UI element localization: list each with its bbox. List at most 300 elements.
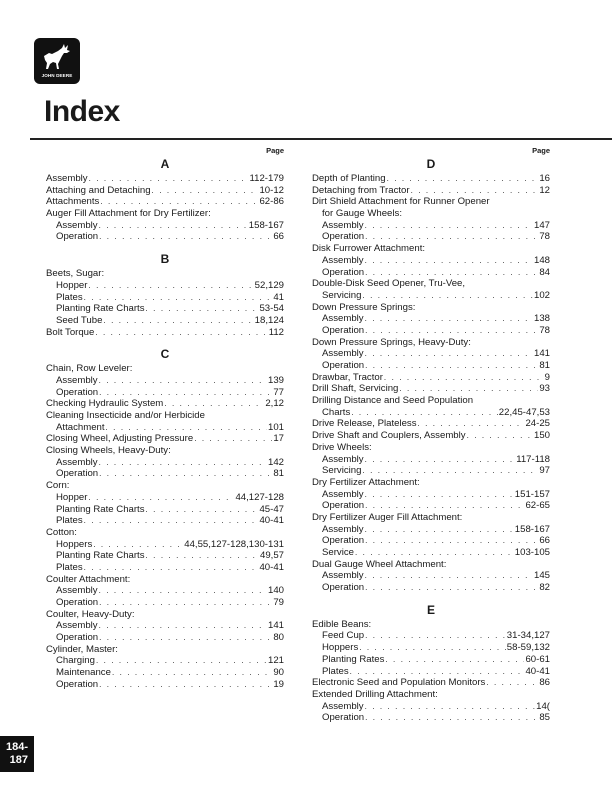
dot-leader [486, 677, 538, 689]
entry-page-number: 58-59,132 [506, 642, 550, 654]
index-entry [46, 327, 284, 339]
dot-leader [164, 398, 264, 410]
entry-page-number: 121 [267, 655, 284, 667]
entry-title: Beets, Sugar: [46, 268, 105, 280]
deer-icon [40, 42, 74, 72]
dot-leader [387, 173, 539, 185]
entry-title: Attaching and Detaching [46, 184, 151, 196]
index-entry [46, 410, 284, 422]
dot-leader [362, 290, 533, 302]
entry-title: Planting Rate Charts [56, 303, 145, 315]
entry-page-number: 86 [539, 677, 550, 689]
entry-page-number: 40-41 [525, 665, 550, 677]
dot-leader [418, 418, 525, 430]
entry-title: Operation [322, 582, 365, 594]
entry-page-number: 2,12 [265, 398, 284, 410]
title-rule [30, 138, 612, 140]
index-entry [312, 559, 550, 571]
dot-leader [89, 173, 249, 185]
entry-title: Operation [56, 632, 99, 644]
index-entry [46, 574, 284, 586]
index-entry [46, 303, 284, 315]
index-entry [46, 562, 284, 574]
index-entry [312, 547, 550, 559]
index-entry [312, 512, 550, 524]
entry-page-number: 101 [267, 421, 284, 433]
dot-leader [365, 535, 538, 547]
index-entry [46, 515, 284, 527]
entry-title: Dirt Shield Attachment for Runner Opener [312, 196, 490, 208]
entry-title: Drill Shaft, Servicing [312, 383, 399, 395]
dot-leader [194, 433, 272, 445]
entry-page-number: 84 [539, 266, 550, 278]
logo-text: JOHN DEERE [41, 73, 73, 78]
entry-title: Edible Beans: [312, 618, 372, 630]
index-entry [312, 372, 550, 384]
index-entry [312, 619, 550, 631]
entry-page-number: 44,127-128 [235, 491, 284, 503]
index-entry [312, 570, 550, 582]
index-entry [46, 468, 284, 480]
index-entry [46, 398, 284, 410]
entry-title: Drive Wheels: [312, 441, 372, 453]
index-entry [312, 701, 550, 713]
dot-leader [93, 539, 183, 551]
entry-title: Extended Drilling Attachment: [312, 688, 438, 700]
entry-title: Drilling Distance and Seed Population [312, 395, 474, 407]
entry-page-number: 140 [267, 585, 284, 597]
dot-leader [362, 465, 538, 477]
entry-page-number: 22,45-47,53 [498, 406, 550, 418]
dot-leader [88, 492, 234, 504]
index-entry [46, 173, 284, 185]
index-entry [46, 655, 284, 667]
entry-title: Plates [56, 561, 83, 573]
entry-page-number: 45-47 [259, 503, 284, 515]
entry-title: Operation [56, 231, 99, 243]
index-entry [312, 677, 550, 689]
dot-leader [99, 632, 272, 644]
index-entry [46, 280, 284, 292]
dot-leader [365, 360, 538, 372]
entry-title: Operation [56, 678, 99, 690]
index-entry [46, 445, 284, 457]
dot-leader [467, 430, 533, 442]
entry-page-number: 97 [539, 465, 550, 477]
section-heading: B [160, 252, 170, 267]
dot-leader [146, 550, 259, 562]
entry-page-number: 150 [533, 430, 550, 442]
dot-leader [99, 387, 272, 399]
entry-page-number: 77 [273, 386, 284, 398]
entry-page-number: 10-12 [259, 184, 284, 196]
entry-title: Maintenance [56, 667, 111, 679]
entry-title: Feed Cup [322, 630, 365, 642]
index-entry [312, 325, 550, 337]
dot-leader [365, 267, 538, 279]
index-entry [46, 220, 284, 232]
index-entry [46, 550, 284, 562]
dot-leader [365, 570, 533, 582]
entry-title: Operation [322, 535, 365, 547]
entry-page-number: 103-105 [514, 547, 550, 558]
entry-page-number: 24-25 [525, 418, 550, 430]
entry-title: Operation [322, 712, 365, 724]
index-entry [46, 679, 284, 691]
index-entry [46, 315, 284, 327]
dot-leader [100, 196, 258, 208]
entry-title: Planting Rate Charts [56, 503, 145, 515]
index-entry [46, 620, 284, 632]
entry-title: Operation [56, 386, 99, 398]
index-entry [46, 667, 284, 679]
dot-leader [365, 231, 538, 243]
entry-title: Operation [56, 468, 99, 480]
entry-page-number: 82 [539, 582, 550, 594]
dot-leader [84, 292, 273, 304]
index-entry [312, 348, 550, 360]
entry-page-number: 17 [273, 433, 284, 445]
entry-title: Coulter Attachment: [46, 573, 131, 585]
entry-title: Disk Furrower Attachment: [312, 243, 426, 255]
dot-leader [146, 303, 259, 315]
entry-page-number: 117-118 [516, 453, 550, 465]
dot-leader [365, 313, 533, 325]
index-column-right [312, 146, 550, 724]
entry-page-number: 93 [539, 383, 550, 395]
entry-page-number: 79 [273, 597, 284, 608]
entry-title: Checking Hydraulic System [46, 398, 164, 410]
entry-title: Servicing [322, 465, 362, 477]
index-entry [312, 666, 550, 678]
dot-leader [99, 375, 267, 387]
index-entry [46, 185, 284, 197]
entry-title: Assembly [56, 585, 98, 597]
entry-title: Plates [56, 515, 83, 527]
entry-title: Servicing [322, 289, 362, 301]
dot-leader [152, 185, 259, 197]
page-range-start: 184- [5, 741, 28, 753]
entry-page-number: 102 [533, 289, 550, 301]
index-entry [312, 185, 550, 197]
dot-leader [365, 701, 536, 713]
dot-leader [365, 489, 514, 501]
entry-title: Operation [322, 500, 365, 512]
index-entry [46, 292, 284, 304]
dot-leader [96, 655, 267, 667]
entry-page-number: 44,55,127-128,130-131 [184, 538, 284, 550]
entry-page-number: 12 [539, 184, 550, 196]
entry-title: Hopper [56, 279, 88, 291]
entry-page-number: 139 [267, 374, 284, 386]
entry-title: Operation [322, 231, 365, 243]
entry-title: Assembly [322, 219, 364, 231]
dot-leader [365, 325, 538, 337]
dot-leader [99, 679, 272, 691]
entry-title: Hoppers [322, 642, 359, 654]
dot-leader [384, 372, 544, 384]
entry-page-number: 40-41 [259, 561, 284, 573]
entry-title: Closing Wheel, Adjusting Pressure [46, 433, 194, 445]
dot-leader [99, 468, 272, 480]
entry-page-number: 141 [533, 348, 550, 360]
index-entry [46, 422, 284, 434]
entry-title: Down Pressure Springs: [312, 301, 416, 313]
entry-page-number: 31-34,127 [506, 630, 550, 642]
dot-leader [365, 348, 533, 360]
index-entry [312, 630, 550, 642]
dot-leader [365, 220, 533, 232]
dot-leader [365, 582, 538, 594]
entry-title: Double-Disk Seed Opener, Tru-Vee, [312, 278, 466, 290]
index-entry [312, 313, 550, 325]
entry-title: Assembly [46, 173, 88, 184]
dot-leader [385, 654, 524, 666]
entry-title: Hoppers [56, 538, 93, 550]
section-heading: E [426, 602, 435, 617]
index-entry [312, 173, 550, 185]
entry-page-number: 53-54 [259, 303, 284, 315]
entry-page-number: 81 [539, 360, 550, 371]
entry-title: Closing Wheels, Heavy-Duty: [46, 445, 171, 457]
index-entry [46, 644, 284, 656]
entry-title: Cylinder, Master: [46, 643, 118, 655]
entry-page-number: 41 [273, 291, 284, 303]
entry-title: Operation [56, 597, 99, 608]
index-entry [46, 208, 284, 220]
index-entry [46, 480, 284, 492]
index-entry [46, 527, 284, 539]
index-entry [46, 433, 284, 445]
entry-page-number: 14( [536, 700, 550, 712]
entry-page-number: 62-65 [525, 500, 550, 512]
index-entry [46, 363, 284, 375]
page-title: Index [44, 95, 120, 128]
entry-title: for Gauge Wheels: [322, 208, 402, 220]
dot-leader [88, 280, 253, 292]
entry-page-number: 85 [539, 712, 550, 724]
entry-page-number: 78 [539, 231, 550, 243]
index-entry [46, 632, 284, 644]
index-entry [312, 500, 550, 512]
entry-title: Operation [322, 324, 365, 336]
entry-page-number: 49,57 [259, 550, 284, 562]
entry-title: Drive Release, Plateless [312, 418, 417, 430]
dot-leader [99, 220, 248, 232]
entry-title: Plates [56, 291, 83, 303]
entry-title: Assembly [322, 488, 364, 500]
entry-title: Corn: [46, 480, 70, 492]
entry-title: Charts [322, 406, 351, 418]
entry-title: Drawbar, Tractor [312, 371, 383, 383]
index-entry [312, 290, 550, 302]
entry-page-number: 62-86 [259, 196, 284, 208]
entry-page-number: 138 [533, 313, 550, 325]
dot-leader [359, 642, 506, 654]
index-entry [312, 255, 550, 267]
index-entry [312, 208, 550, 220]
entry-title: Service [322, 547, 354, 558]
index-entry [312, 418, 550, 430]
entry-page-number: 78 [539, 324, 550, 336]
index-entry [46, 196, 284, 208]
index-entry [312, 642, 550, 654]
entry-page-number: 19 [273, 678, 284, 690]
index-entry [312, 654, 550, 666]
index-entry [312, 582, 550, 594]
page-column-header: Page [532, 146, 550, 155]
entry-page-number: 66 [539, 535, 550, 547]
index-entry [312, 395, 550, 407]
index-entry [312, 220, 550, 232]
index-entry [46, 539, 284, 551]
index-entry [312, 267, 550, 279]
dot-leader [99, 597, 272, 609]
index-entry [46, 387, 284, 399]
index-entry [312, 337, 550, 349]
entry-page-number: 52,129 [254, 279, 284, 291]
index-entry [312, 442, 550, 454]
entry-page-number: 141 [267, 620, 284, 632]
entry-title: Assembly [322, 523, 364, 535]
index-entry [46, 597, 284, 609]
entry-title: Seed Tube [56, 314, 103, 326]
section-heading: A [160, 157, 170, 171]
entry-title: Assembly [322, 313, 364, 325]
entry-title: Operation [322, 360, 365, 371]
dot-leader [365, 630, 506, 642]
index-entry [312, 712, 550, 724]
index-entry [312, 524, 550, 536]
entry-title: Plates [322, 665, 349, 677]
index-entry [46, 492, 284, 504]
dot-leader [84, 515, 259, 527]
index-column-left [46, 146, 284, 691]
entry-page-number: 80 [273, 632, 284, 644]
entry-title: Operation [322, 266, 365, 278]
john-deere-logo [34, 38, 80, 84]
index-entry [312, 302, 550, 314]
index-entry [312, 689, 550, 701]
entry-title: Cotton: [46, 526, 77, 538]
entry-title: Dry Fertilizer Auger Fill Attachment: [312, 511, 463, 523]
dot-leader [99, 231, 272, 243]
entry-title: Planting Rates [322, 653, 385, 665]
entry-title: Detaching from Tractor [312, 184, 410, 196]
entry-page-number: 148 [533, 254, 550, 266]
dot-leader [365, 255, 533, 267]
entry-title: Assembly [56, 620, 98, 632]
entry-title: Planting Rate Charts [56, 550, 145, 562]
section-heading: C [160, 347, 170, 362]
entry-title: Drive Shaft and Couplers, Assembly [312, 430, 466, 442]
index-entry [46, 375, 284, 387]
dot-leader [103, 315, 253, 327]
entry-page-number: 18,124 [254, 314, 284, 326]
entry-page-number: 158-167 [248, 219, 284, 231]
dot-leader [350, 666, 525, 678]
index-entry [46, 585, 284, 597]
index-entry [312, 360, 550, 372]
entry-title: Assembly [322, 700, 364, 712]
index-entry [46, 231, 284, 243]
index-entry [312, 231, 550, 243]
entry-page-number: 147 [533, 219, 550, 231]
entry-page-number: 112-179 [249, 173, 284, 184]
entry-title: Depth of Planting [312, 173, 386, 184]
entry-title: Assembly [322, 453, 364, 465]
entry-page-number: 158-167 [514, 523, 550, 535]
dot-leader [411, 185, 539, 197]
index-entry [312, 383, 550, 395]
dot-leader [365, 524, 514, 536]
section-heading: D [426, 157, 436, 171]
index-entry [312, 243, 550, 255]
index-entry [312, 196, 550, 208]
entry-title: Bolt Torque [46, 326, 95, 338]
entry-title: Auger Fill Attachment for Dry Fertilizer: [46, 208, 211, 220]
dot-leader [99, 620, 267, 632]
index-entry [46, 504, 284, 516]
index-entry [46, 457, 284, 469]
index-entry [312, 535, 550, 547]
dot-leader [399, 383, 538, 395]
dot-leader [365, 712, 538, 724]
dot-leader [112, 667, 272, 679]
entry-page-number: 16 [539, 173, 550, 184]
index-entry [46, 609, 284, 621]
entry-title: Attachments [46, 196, 100, 208]
dot-leader [365, 454, 516, 466]
entry-page-number: 66 [273, 231, 284, 243]
entry-page-number: 142 [267, 456, 284, 468]
dot-leader [106, 422, 267, 434]
dot-leader [365, 500, 524, 512]
entry-page-number: 60-61 [525, 653, 550, 665]
dot-leader [146, 504, 259, 516]
index-entry [312, 465, 550, 477]
entry-title: Hopper [56, 491, 88, 503]
dot-leader [99, 457, 267, 469]
index-entry [46, 268, 284, 280]
dot-leader [99, 585, 267, 597]
entry-page-number: 112 [268, 326, 284, 338]
page-range-tab [0, 736, 34, 772]
index-entry [312, 278, 550, 290]
page-range-end: 187 [9, 754, 28, 766]
entry-page-number: 40-41 [259, 515, 284, 527]
entry-page-number: 151-157 [514, 488, 550, 500]
dot-leader [95, 327, 267, 339]
dot-leader [84, 562, 259, 574]
entry-title: Electronic Seed and Population Monitors [312, 677, 486, 689]
entry-title: Charging [56, 655, 95, 667]
entry-title: Assembly [56, 219, 98, 231]
entry-page-number: 90 [273, 667, 284, 679]
entry-title: Assembly [322, 570, 364, 582]
entry-title: Assembly [322, 348, 364, 360]
entry-page-number: 81 [273, 468, 284, 480]
index-entry [312, 454, 550, 466]
entry-title: Dry Fertilizer Attachment: [312, 476, 420, 488]
index-entry [312, 407, 550, 419]
entry-title: Assembly [322, 254, 364, 266]
entry-title: Down Pressure Springs, Heavy-Duty: [312, 336, 471, 348]
entry-title: Assembly [56, 456, 98, 468]
index-entry [312, 430, 550, 442]
entry-page-number: 9 [544, 371, 550, 383]
entry-page-number: 145 [533, 570, 550, 582]
